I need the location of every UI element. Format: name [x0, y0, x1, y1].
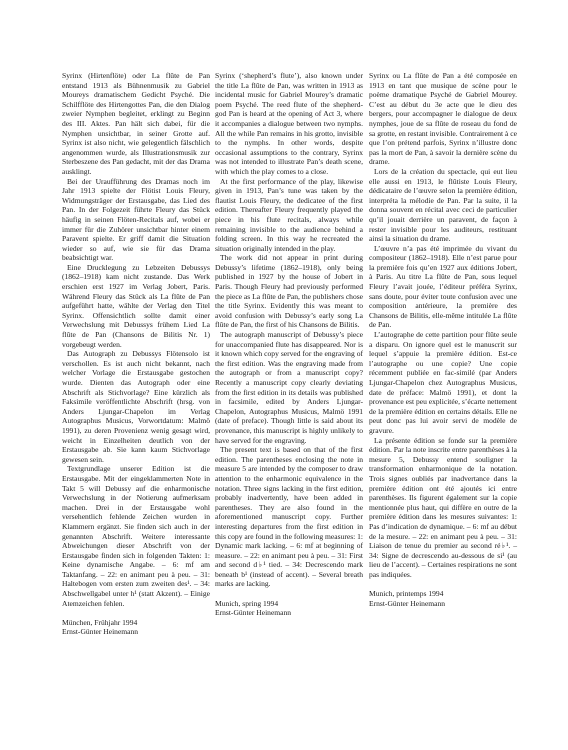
english-paragraph: Syrinx (‘shepherd’s flute’), also known under the title La flûte de Pan, was written in 1913 as incidental music for Gabriel Mourey’s dramatic poem Psyché. The reed flute of the shepherd-god Pan is heard at the opening of Act 3, where it accompanies a dialogue between two nymphs. All the while Pan remains in his grotto, invisible to the nymphs. In other words, despite occasional assumptions to the contrary, Syrinx was not intended to illustrate Pan’s death scene, with which the play comes to a close.	[215, 71, 363, 176]
english-paragraph: The present text is based on that of the first edition. The parentheses enclosing the note in measure 5 are intended by the composer to draw attention to the enharmonic equivalence in the notation. Three signs lacking in the first edition, probably inadvertently, have been added in parentheses. They are also found in the aforementioned manuscript copy. Further interesting departures from the first edition in this copy are found in the following measures: 1: Dynamic mark lacking. – 6: mf at beginning of measure. – 22: en animant peu à peu. – 31: First and second d♭¹ tied. – 34: Decrescendo mark beneath b¹ (instead of accent). – Several breath marks are lacking.	[215, 445, 363, 589]
english-signature-name: Ernst-Günter Heinemann	[215, 608, 292, 618]
french-paragraph: Lors de la création du spectacle, qui eut lieu elle aussi en 1913, le flûtiste Louis Fleury, dédicataire de l’œuvre selon la première édition, interpréta la mélodie de Pan. Par la suite, il la donna souvent en récital avec ceci de particulier qu’il jouait derrière un paravent, de façon à rester invisible pour les auditeurs, restituant ainsi la situation du drame.	[369, 166, 517, 244]
german-paragraph: Bei der Uraufführung des Dramas noch im Jahr 1913 spielte der Flötist Louis Fleury, Widmungsträger der Erstausgabe, das Lied des Pan. In der Folgezeit führte Fleury das Stück häufig in seinen Flöten-Recitals auf, wobei er immer für die Zuhörer unsichtbar hinter einem Paravent spielte. Er griff damit die Situation wieder so auf, wie sie für das Drama beabsichtigt war.	[62, 176, 210, 263]
english-paragraph: At the first performance of the play, likewise given in 1913, Pan’s tune was taken by the flautist Louis Fleury, the dedicatee of the first edition. Thereafter Fleury frequently played the piece in his flute recitals, always while remaining invisible to the audience behind a folding screen. In this way he recreated the situation originally intended in the play.	[215, 176, 363, 253]
german-signature-date: München, Frühjahr 1994	[62, 617, 138, 627]
english-paragraph: The autograph manuscript of Debussy’s piece for unaccompanied flute has disappeared. Nor is it known which copy served for the engraving of the first edition. Was the engraving made from the autograph or from a manuscript copy? Recently a manuscript copy clearly deviating from the first edition in its details was published in facsimile, edited by Anders Ljungar-Chapelon, Autographus Musicus, Malmö 1991 (date of preface). Though little is said about its provenance, this manuscript is highly unlikely to have served for the engraving.	[215, 330, 363, 445]
french-paragraph: La présente édition se fonde sur la première édition. Par la note inscrite entre parenthèses à la mesure 5, Debussy entend souligner la transformation enharmonique de la notation. Trois signes oubliés par inadvertance dans la première édition ont été ajoutés ici entre parenthèses. Ils figurent également sur la copie mentionnée plus haut, qui diffère en outre de la première édition dans les mesures suivantes: 1: Pas d’indication de dynamique. – 6: mf au début de la mesure. – 22: en animant peu à peu. – 31: Liaison de tenue du premier au second ré♭¹. – 34: Signe de decrescendo au-dessous de si¹ (au lieu de l’accent). – Certaines respirations ne sont pas indiquées.	[369, 435, 517, 579]
german-paragraph: Eine Drucklegung zu Lebzeiten Debussys (1862–1918) kam nicht zustande. Das Werk erschien erst 1927 im Verlag Jobert, Paris. Während Fleury das Stück als La flûte de Pan aufgeführt hatte, wählte der Verlag den Titel Syrinx. Offensichtlich sollte damit einer Verwechslung mit Debussys frühem Lied La flûte de Pan (Chansons de Bilitis Nr. 1) vorgebeugt werden.	[62, 262, 210, 349]
english-paragraph: The work did not appear in print during Debussy’s lifetime (1862–1918), only being published in 1927 by the house of Jobert in Paris. Though Fleury had previously performed the piece as La flûte de Pan, the publishers chose the title Syrinx. Evidently this was meant to avoid confusion with Debussy’s early song La flûte de Pan, the first of his Chansons de Bilitis.	[215, 253, 363, 330]
french-signature-name: Ernst-Günter Heinemann	[369, 598, 446, 608]
english-signature-date: Munich, spring 1994	[215, 598, 279, 608]
french-preface-column	[369, 71, 517, 608]
german-preface-column	[62, 71, 210, 637]
german-paragraph: Textgrundlage unserer Edition ist die Erstausgabe. Mit der eingeklammerten Note in Takt 5 will Debussy auf die enharmonische Verwechslung in der Notierung aufmerksam machen. Drei in der Erstausgabe wohl versehentlich fehlende Zeichen wurden in Klammern ergänzt. Sie finden sich auch in der genannten Abschrift. Weitere interessante Abweichungen dieser Abschrift von der Erstausgabe finden sich in folgenden Takten: 1: Keine dynamische Angabe. – 6: mf am Taktanfang. – 22: en animant peu à peu. – 31: Haltebogen vom ersten zum zweiten des¹. – 34: Abschwellgabel unter h¹ (statt Akzent). – Einige Atemzeichen fehlen.	[62, 464, 210, 608]
german-paragraph: Syrinx (Hirtenflöte) oder La flûte de Pan entstand 1913 als Bühnenmusik zu Gabriel Moureys dramatischem Gedicht Psyché. Die Schilfflöte des Hirtengottes Pan, die den Dialog zweier Nymphen begleitet, erklingt zu Beginn des III. Aktes. Pan hält sich dabei, für die Nymphen unsichtbar, in seiner Grotte auf. Syrinx ist also nicht, wie gelegentlich fälschlich angenommen wurde, als Illustrationsmusik zur Sterbeszene des Pan gedacht, mit der das Drama ausklingt.	[62, 71, 210, 176]
french-paragraph: Syrinx ou La flûte de Pan a été composée en 1913 en tant que musique de scène pour le poème dramatique Psyché de Gabriel Mourey. C’est au début du 3e acte que le dieu des bergers, pour accompagner le dialogue de deux nymphes, joue de sa flûte de roseau du fond de sa grotte, en restant invisible. Contrairement à ce que l’on prétend parfois, Syrinx n’illustre donc pas la mort de Pan, à savoir la dernière scène du drame.	[369, 71, 517, 167]
german-signature-name: Ernst-Günter Heinemann	[62, 627, 139, 637]
french-signature-date: Munich, printemps 1994	[369, 589, 444, 599]
english-preface-column	[215, 71, 363, 618]
french-paragraph: L’autographe de cette partition pour flûte seule a disparu. On ignore quel est le manuscrit sur lequel s’appuie la première édition. Est-ce l’autographe ou une copie? Une copie récemment publiée en fac-similé (par Anders Ljungar-Chapelon chez Autographus Musicus, date de préface: Malmö 1991), et dont la provenance est peu explicitée, s’écarte nettement de la première édition en certains détails. Elle ne peut donc pas lui avoir servi de modèle de gravure.	[369, 330, 517, 435]
german-paragraph: Das Autograph zu Debussys Flötensolo ist verschollen. Es ist auch nicht bekannt, nach welcher Vorlage die Erstausgabe gestochen wurde. Dienten das Autograph oder eine Abschrift als Stichvorlage? Eine kürzlich als Faksimile veröffentlichte Abschrift (hrsg. von Anders Ljungar-Chapelon im Verlag Autographus Musicus, Vorwortdatum: Malmö 1991), zu deren Provenienz wenig gesagt wird, weicht in Einzelheiten deutlich von der Erstausgabe ab. Sie kann kaum Stichvorlage gewesen sein.	[62, 349, 210, 464]
french-paragraph: L’œuvre n’a pas été imprimée du vivant du compositeur (1862–1918). Elle n’est parue pour la première fois qu’en 1927 aux éditions Jobert, à Paris. Au titre La flûte de Pan, sous lequel Fleury l’avait jouée, l’éditeur préféra Syrinx, sans doute, pour éviter toute confusion avec une composition antérieure, la première des Chansons de Bilitis, elle-même intitulée La flûte de Pan.	[369, 243, 517, 330]
